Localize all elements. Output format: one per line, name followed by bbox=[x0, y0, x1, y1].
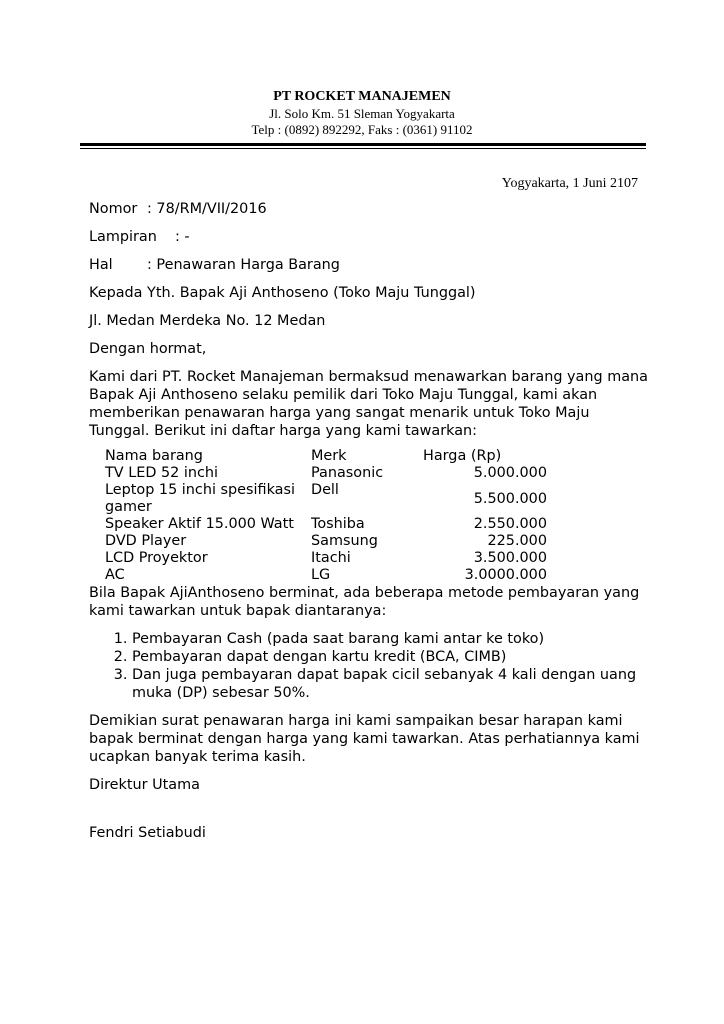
recipient-line-2: Jl. Medan Merdeka No. 12 Medan bbox=[89, 313, 326, 329]
item-brand: Itachi bbox=[311, 550, 351, 566]
item-price: 3.0000.000 bbox=[464, 567, 547, 583]
company-contact: Telp : (0892) 892292, Faks : (0361) 91102 bbox=[251, 122, 473, 137]
item-price: 3.500.000 bbox=[473, 550, 547, 566]
item-brand: Samsung bbox=[311, 533, 378, 549]
price-table bbox=[105, 448, 547, 584]
table-row bbox=[105, 465, 547, 482]
recipient-line-1: Kepada Yth. Bapak Aji Anthoseno (Toko Maju Tunggal) bbox=[89, 285, 476, 301]
hal-value: : Penawaran Harga Barang bbox=[147, 257, 340, 273]
item-name: Leptop 15 inchi spesifikasi gamer bbox=[105, 482, 295, 515]
table-row bbox=[105, 482, 547, 516]
header-divider-thick bbox=[80, 143, 646, 146]
greeting: Dengan hormat, bbox=[89, 341, 207, 357]
table-header: Harga (Rp) bbox=[423, 448, 502, 464]
list-item: 2. Pembayaran dapat dengan kartu kredit (BCA, CIMB) bbox=[132, 648, 649, 666]
field-lampiran bbox=[89, 228, 649, 246]
item-price: 5.500.000 bbox=[473, 490, 547, 507]
item-name: AC bbox=[105, 567, 125, 583]
table-row bbox=[105, 516, 547, 533]
table-header: Nama barang bbox=[105, 448, 203, 464]
letter-body bbox=[89, 200, 649, 852]
payment-methods-list bbox=[89, 630, 649, 702]
letterhead bbox=[0, 88, 724, 138]
item-price: 2.550.000 bbox=[473, 516, 547, 532]
payment-intro: Bila Bapak AjiAnthoseno berminat, ada beberapa metode pembayaran yang kami tawarkan untuk bapak diantaranya: bbox=[89, 585, 640, 619]
table-row bbox=[105, 567, 547, 584]
nomor-label: Nomor bbox=[89, 201, 138, 217]
table-row bbox=[105, 533, 547, 550]
table-header: Merk bbox=[311, 448, 347, 464]
item-name: DVD Player bbox=[105, 533, 187, 549]
signature-title: Direktur Utama bbox=[89, 777, 200, 793]
list-item: 3. Dan juga pembayaran dapat bapak cicil sebanyak 4 kali dengan uang muka (DP) sebesar 50%. bbox=[132, 666, 649, 702]
item-brand: Toshiba bbox=[311, 516, 365, 532]
table-row bbox=[105, 550, 547, 567]
company-address: Jl. Solo Km. 51 Sleman Yogyakarta bbox=[269, 106, 455, 121]
lampiran-label: Lampiran bbox=[89, 229, 157, 245]
item-price: 5.000.000 bbox=[473, 465, 547, 481]
lampiran-value: : - bbox=[175, 229, 190, 245]
letter-date: Yogyakarta, 1 Juni 2107 bbox=[501, 176, 638, 191]
field-hal bbox=[89, 256, 649, 274]
item-price: 225.000 bbox=[487, 533, 547, 549]
nomor-value: : 78/RM/VII/2016 bbox=[147, 201, 267, 217]
item-brand: LG bbox=[311, 567, 331, 583]
closing-paragraph: Demikian surat penawaran harga ini kami sampaikan besar harapan kami bapak berminat dengan harga yang kami tawarkan. Atas perhatiannya kami ucapkan banyak terima kasih. bbox=[89, 713, 640, 765]
item-name: Speaker Aktif 15.000 Watt bbox=[105, 516, 294, 532]
item-name: LCD Proyektor bbox=[105, 550, 208, 566]
company-name: PT ROCKET MANAJEMEN bbox=[273, 89, 451, 104]
table-header-row bbox=[105, 448, 547, 465]
signature-name: Fendri Setiabudi bbox=[89, 825, 206, 841]
intro-paragraph: Kami dari PT. Rocket Manajeman bermaksud menawarkan barang yang mana Bapak Aji Anthoseno selaku pemilik dari Toko Maju Tunggal, kami akan memberikan penawaran harga yang sangat menarik untuk Toko Maju Tunggal. Berikut ini daftar harga yang kami tawarkan: bbox=[89, 369, 648, 439]
list-item: 1. Pembayaran Cash (pada saat barang kami antar ke toko) bbox=[132, 630, 649, 648]
hal-label: Hal bbox=[89, 257, 113, 273]
item-name: TV LED 52 inchi bbox=[105, 465, 219, 481]
item-brand: Panasonic bbox=[311, 465, 384, 481]
header-divider-thin bbox=[80, 148, 646, 149]
field-nomor bbox=[89, 200, 649, 218]
item-brand: Dell bbox=[311, 482, 339, 498]
